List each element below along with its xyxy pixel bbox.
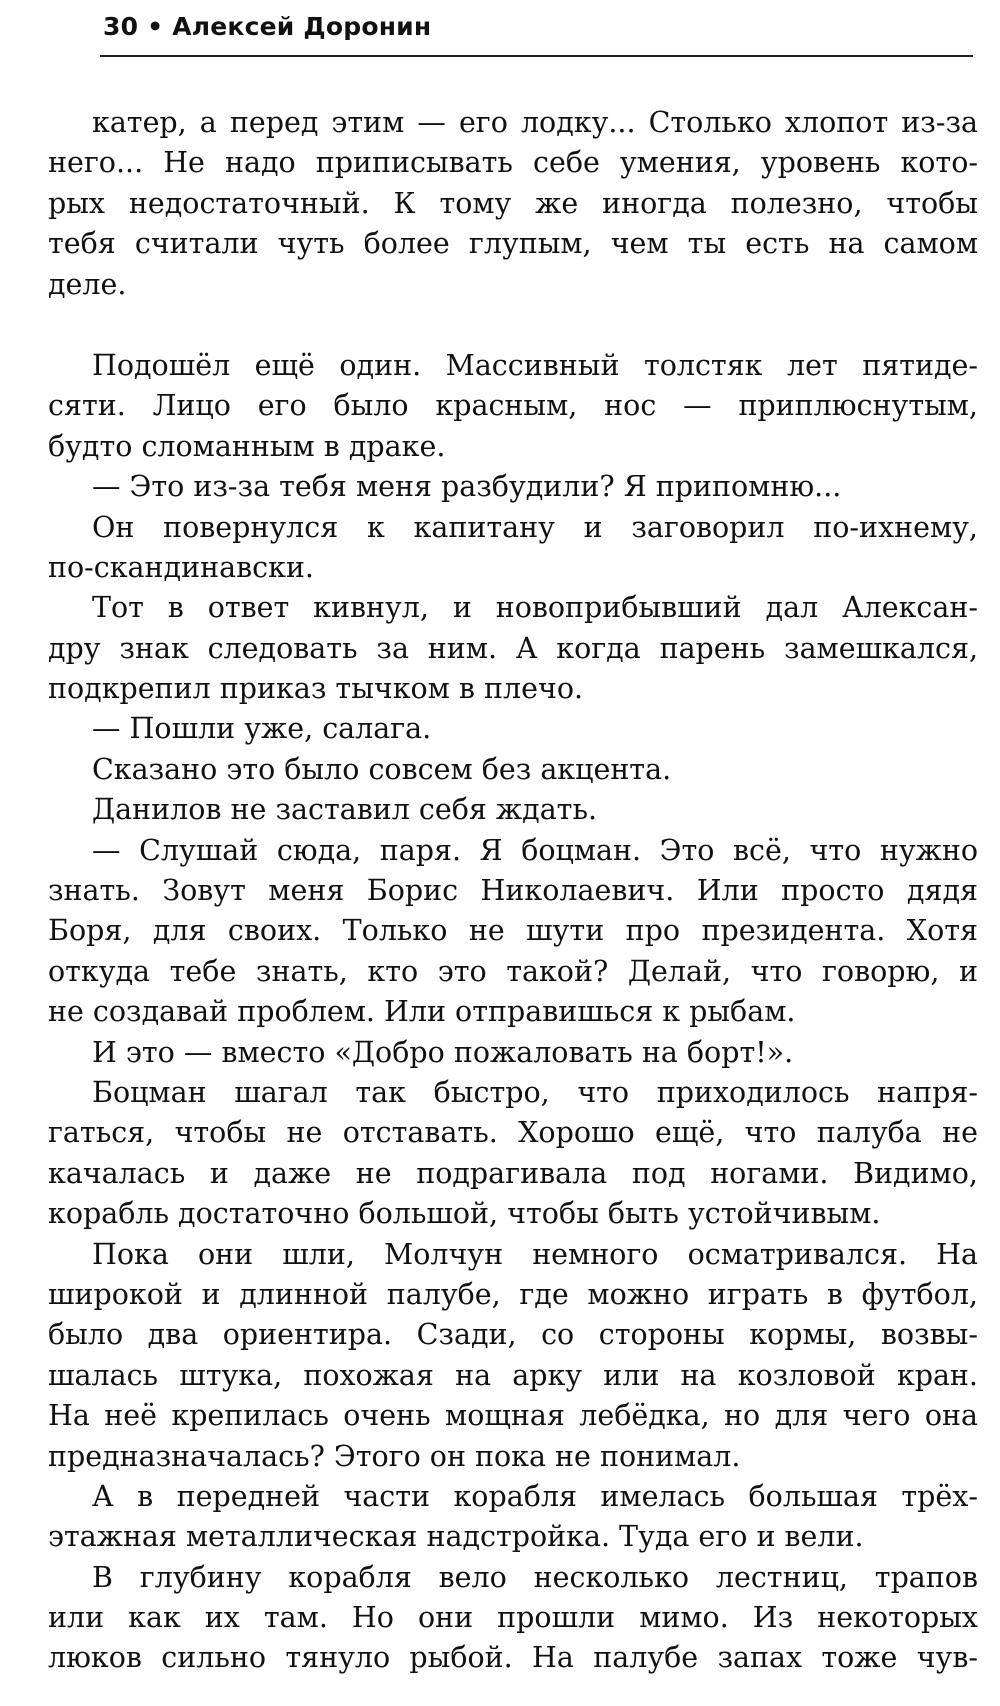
text-line: тебя считали чуть более глупым, чем ты есть на самом bbox=[48, 227, 978, 261]
text-line: Подошёл ещё один. Массивный толстяк лет пятиде- bbox=[92, 348, 978, 382]
text-line: Боря, для своих. Только не шути про президента. Хотя bbox=[48, 914, 978, 948]
text-line: рых недостаточный. К тому же иногда полезно, чтобы bbox=[48, 186, 978, 220]
text-line: И это — вместо «Добро пожаловать на борт!». bbox=[92, 1035, 794, 1069]
text-line: будто сломанным в драке. bbox=[48, 429, 446, 463]
text-line: дру знак следовать за ним. А когда парень замешкался, bbox=[48, 631, 978, 665]
section-gap bbox=[48, 305, 978, 346]
text-line: откуда тебе знать, кто это такой? Делай, что говорю, и bbox=[48, 954, 978, 988]
text-line: предназначалась? Этого он пока не понимал. bbox=[48, 1439, 741, 1473]
text-line: качалась и даже не подрагивала под ногами. Видимо, bbox=[48, 1156, 978, 1190]
text-line: В глубину корабля вело несколько лестниц, трапов bbox=[92, 1560, 978, 1594]
text-line: подкрепил приказ тычком в плечо. bbox=[48, 672, 584, 706]
text-line: — Пошли уже, салага. bbox=[92, 712, 432, 746]
text-line: корабль достаточно большой, чтобы быть устойчивым. bbox=[48, 1197, 881, 1231]
text-line: — Слушай сюда, паря. Я боцман. Это всё, что нужно bbox=[92, 833, 978, 867]
body-text bbox=[48, 103, 978, 1679]
text-line: шалась штука, похожая на арку или на козловой кран. bbox=[48, 1358, 978, 1392]
text-line: люков сильно тянуло рыбой. На палубе запах тоже чув- bbox=[48, 1641, 978, 1675]
text-line: Тот в ответ кивнул, и новоприбывший дал Алексан- bbox=[92, 591, 978, 625]
text-line: Сказано это было совсем без акцента. bbox=[92, 752, 672, 786]
running-header bbox=[103, 12, 431, 41]
text-line: этажная металлическая надстройка. Туда его и вели. bbox=[48, 1520, 864, 1554]
text-line: него... Не надо приписывать себе умения, уровень кото- bbox=[48, 146, 978, 180]
page-number: 30 bbox=[103, 12, 139, 41]
text-line: Он повернулся к капитану и заговорил по-ихнему, bbox=[92, 510, 978, 544]
header-bullet: • bbox=[147, 12, 164, 41]
text-line: знать. Зовут меня Борис Николаевич. Или просто дядя bbox=[48, 874, 978, 908]
text-line: деле. bbox=[48, 267, 127, 301]
text-line: Пока они шли, Молчун немного осматривался. На bbox=[92, 1237, 978, 1271]
text-line: Боцман шагал так быстро, что приходилось напря- bbox=[92, 1075, 978, 1109]
text-line: или как их там. Но они прошли мимо. Из некоторых bbox=[48, 1601, 978, 1635]
text-line: по-скандинавски. bbox=[48, 550, 314, 584]
text-line: сяти. Лицо его было красным, нос — приплюснутым, bbox=[48, 389, 978, 423]
text-line: широкой и длинной палубе, где можно играть в футбол, bbox=[48, 1277, 978, 1311]
text-line: Данилов не заставил себя ждать. bbox=[92, 793, 598, 827]
text-line: катер, а перед этим — его лодку... Столько хлопот из-за bbox=[92, 106, 978, 139]
text-line: А в передней части корабля имелась большая трёх- bbox=[92, 1479, 978, 1513]
text-line: гаться, чтобы не отставать. Хорошо ещё, что палуба не bbox=[48, 1116, 978, 1150]
text-line: было два ориентира. Сзади, со стороны кормы, возвы- bbox=[48, 1318, 978, 1352]
author-name: Алексей Доронин bbox=[172, 12, 432, 41]
text-line: — Это из-за тебя меня разбудили? Я припомню... bbox=[92, 470, 842, 504]
header-rule bbox=[100, 55, 973, 57]
text-line: не создавай проблем. Или отправишься к рыбам. bbox=[48, 995, 796, 1029]
text-line: На неё крепилась очень мощная лебёдка, но для чего она bbox=[48, 1399, 978, 1433]
